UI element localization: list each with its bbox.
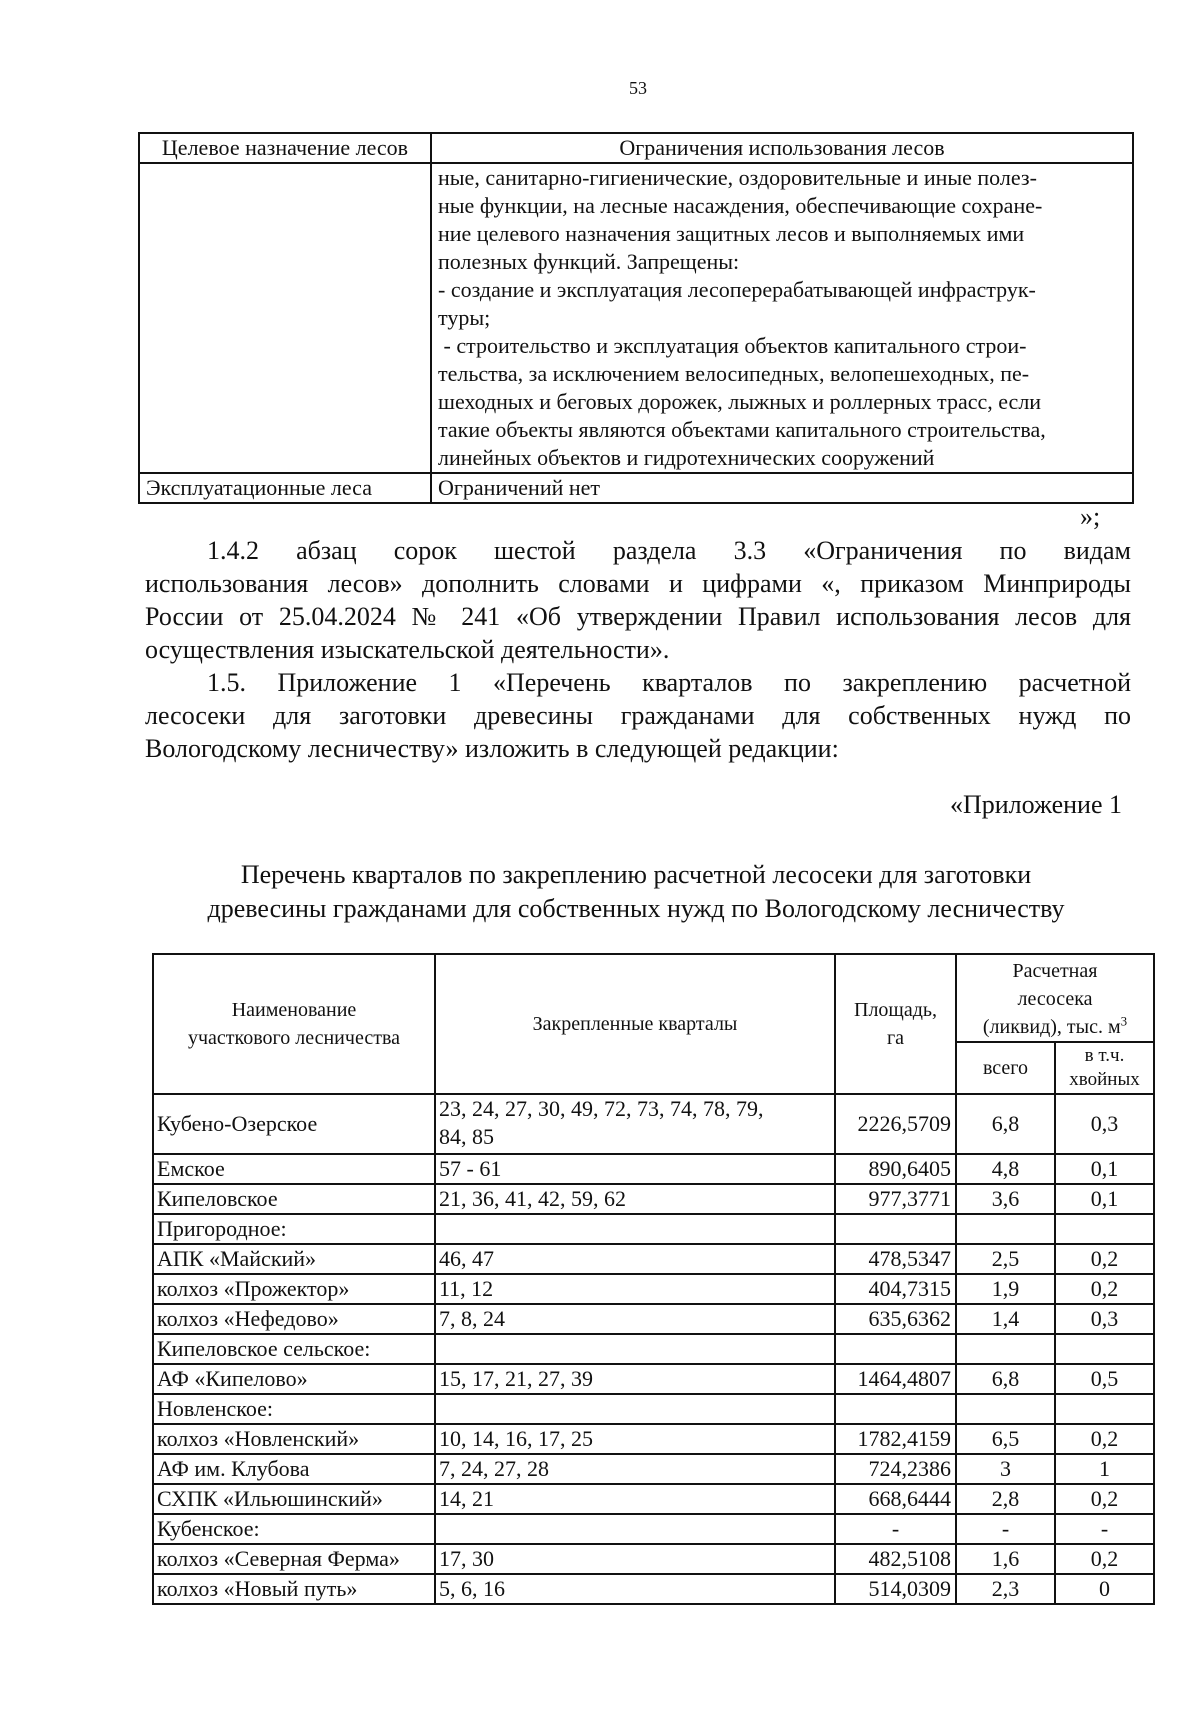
cell-district-name: Пригородное:	[153, 1214, 435, 1244]
header-text: Расчетная	[1012, 960, 1098, 982]
cell-total	[956, 1394, 1055, 1424]
header-text: Площадь,	[854, 999, 937, 1021]
title-line: древесины гражданами для собственных нужд по Вологодскому лесничеству	[207, 894, 1065, 923]
cell-district-name: Новленское:	[153, 1394, 435, 1424]
text-line: - создание и эксплуатация лесоперерабатывающей инфраструк-	[438, 277, 1036, 302]
forest-purpose-cell: Эксплуатационные леса	[139, 473, 431, 503]
closing-quote: »;	[1080, 502, 1101, 531]
cell-district-name: АФ им. Клубова	[153, 1454, 435, 1484]
cell-area: 977,3771	[835, 1184, 956, 1214]
cell-district-name: АФ «Кипелово»	[153, 1364, 435, 1394]
cell-total: 4,8	[956, 1154, 1055, 1184]
quarters-table	[152, 953, 1155, 1605]
cell-text: 84, 85	[439, 1124, 494, 1149]
text-line: 1.5. Приложение 1 «Перечень кварталов по закреплению расчетной	[207, 668, 1131, 697]
cell-quarters: 5, 6, 16	[435, 1574, 835, 1604]
page-number: 53	[629, 78, 647, 98]
cell-area: 514,0309	[835, 1574, 956, 1604]
cell-district-name: Кипеловское сельское:	[153, 1334, 435, 1364]
cell-district-name: Кубено-Озерское	[153, 1094, 435, 1154]
cell-coniferous: -	[1055, 1514, 1154, 1544]
cell-coniferous: 1	[1055, 1454, 1154, 1484]
cell-total: 1,6	[956, 1544, 1055, 1574]
text-line: лесосеки для заготовки древесины гражданами для собственных нужд по	[145, 701, 1131, 730]
cell-district-name: колхоз «Прожектор»	[153, 1274, 435, 1304]
header-district-name	[153, 954, 435, 1094]
cell-district-name: СХПК «Ильюшинский»	[153, 1484, 435, 1514]
cell-total: 3	[956, 1454, 1055, 1484]
cell-district-name: колхоз «Северная Ферма»	[153, 1544, 435, 1574]
cell-total: 6,5	[956, 1424, 1055, 1454]
cell-coniferous: 0,1	[1055, 1154, 1154, 1184]
cell-quarters: 7, 24, 27, 28	[435, 1454, 835, 1484]
header-restrictions: Ограничения использования лесов	[431, 133, 1133, 163]
text-line: России от 25.04.2024 № 241 «Об утверждении Правил использования лесов для	[145, 602, 1131, 631]
cell-total: 1,4	[956, 1304, 1055, 1334]
cell-coniferous	[1055, 1394, 1154, 1424]
paragraph-1-4-2	[145, 534, 1131, 666]
table-row	[153, 1214, 1154, 1244]
table-row	[153, 1364, 1154, 1394]
cell-area: 1782,4159	[835, 1424, 956, 1454]
cell-area: 2226,5709	[835, 1094, 956, 1154]
header-total: всего	[956, 1042, 1055, 1094]
table-row	[153, 1244, 1154, 1274]
table-row	[153, 1274, 1154, 1304]
table-row	[139, 473, 1133, 503]
cell-coniferous: 0,2	[1055, 1424, 1154, 1454]
cell-coniferous: 0,2	[1055, 1274, 1154, 1304]
cell-coniferous: 0,3	[1055, 1304, 1154, 1334]
text-line: шеходных и беговых дорожек, лыжных и роллерных трасс, если	[438, 389, 1042, 414]
cell-district-name: колхоз «Новленский»	[153, 1424, 435, 1454]
empty-cell	[139, 163, 431, 473]
cell-coniferous: 0,2	[1055, 1484, 1154, 1514]
cell-total	[956, 1334, 1055, 1364]
cell-total: 6,8	[956, 1094, 1055, 1154]
cell-area: 890,6405	[835, 1154, 956, 1184]
cell-total: 2,8	[956, 1484, 1055, 1514]
cell-area	[835, 1334, 956, 1364]
paragraph-1-5	[145, 666, 1131, 765]
title-line: Перечень кварталов по закреплению расчетной лесосеки для заготовки	[240, 860, 1032, 889]
cell-area	[835, 1394, 956, 1424]
table-row	[153, 1184, 1154, 1214]
table-header-row	[139, 133, 1133, 163]
cell-quarters: 15, 17, 21, 27, 39	[435, 1364, 835, 1394]
header-text	[959, 1013, 1151, 1041]
cell-district-name: Кубенское:	[153, 1514, 435, 1544]
cell-quarters: 57 - 61	[435, 1154, 835, 1184]
cell-quarters	[435, 1094, 835, 1154]
cell-quarters: 14, 21	[435, 1484, 835, 1514]
cell-area	[835, 1214, 956, 1244]
header-text: (ликвид), тыс. м	[982, 1016, 1121, 1038]
table-row	[153, 1424, 1154, 1454]
cell-quarters	[435, 1334, 835, 1364]
cell-coniferous: 0,3	[1055, 1094, 1154, 1154]
text-line: такие объекты являются объектами капитального строительства,	[438, 417, 1046, 442]
cell-district-name: Кипеловское	[153, 1184, 435, 1214]
header-forest-purpose: Целевое назначение лесов	[139, 133, 431, 163]
header-text: хвойных	[1069, 1069, 1140, 1090]
cell-coniferous: 0,1	[1055, 1184, 1154, 1214]
cell-quarters: 11, 12	[435, 1274, 835, 1304]
cell-total: 2,5	[956, 1244, 1055, 1274]
cell-district-name: колхоз «Новый путь»	[153, 1574, 435, 1604]
table-row	[153, 1154, 1154, 1184]
header-text: лесосека	[1017, 988, 1093, 1010]
cell-quarters: 10, 14, 16, 17, 25	[435, 1424, 835, 1454]
cell-coniferous	[1055, 1334, 1154, 1364]
cell-area: 724,2386	[835, 1454, 956, 1484]
text-line: туры;	[438, 305, 491, 330]
text-line: Вологодскому лесничеству» изложить в следующей редакции:	[145, 734, 839, 763]
header-text: в т.ч.	[1084, 1045, 1125, 1066]
cell-coniferous: 0,5	[1055, 1364, 1154, 1394]
cell-area: 668,6444	[835, 1484, 956, 1514]
document-title	[138, 858, 1134, 926]
header-allowable-cut	[956, 954, 1154, 1042]
cell-quarters	[435, 1394, 835, 1424]
cell-total: -	[956, 1514, 1055, 1544]
text-line: ние целевого назначения защитных лесов и выполняемых ими	[438, 221, 1025, 246]
cell-coniferous: 0	[1055, 1574, 1154, 1604]
table-row	[139, 163, 1133, 473]
cell-district-name: АПК «Майский»	[153, 1244, 435, 1274]
cell-area: -	[835, 1514, 956, 1544]
cell-total: 3,6	[956, 1184, 1055, 1214]
cell-area: 404,7315	[835, 1274, 956, 1304]
table-row	[153, 1454, 1154, 1484]
cell-total: 1,9	[956, 1274, 1055, 1304]
text-line: линейных объектов и гидротехнических сооружений	[438, 445, 935, 470]
cell-coniferous	[1055, 1214, 1154, 1244]
text-line: полезных функций. Запрещены:	[438, 249, 740, 274]
header-text: га	[886, 1027, 905, 1049]
table-row	[153, 1544, 1154, 1574]
forest-restrictions-table	[138, 132, 1134, 504]
cell-quarters: 21, 36, 41, 42, 59, 62	[435, 1184, 835, 1214]
text-line: тельства, за исключением велосипедных, велопешеходных, пе-	[438, 361, 1030, 386]
text-line: использования лесов» дополнить словами и цифрами «, приказом Минприроды	[145, 569, 1131, 598]
text-line: ные функции, на лесные насаждения, обеспечивающие сохране-	[438, 193, 1043, 218]
cell-district-name: колхоз «Нефедово»	[153, 1304, 435, 1334]
cell-district-name: Емское	[153, 1154, 435, 1184]
table-header-row	[153, 954, 1154, 1042]
text-line: осуществления изыскательской деятельности».	[145, 635, 670, 664]
table-row	[153, 1334, 1154, 1364]
cell-total: 6,8	[956, 1364, 1055, 1394]
cell-total: 2,3	[956, 1574, 1055, 1604]
restrictions-text	[431, 163, 1133, 473]
table-row	[153, 1094, 1154, 1154]
header-text: Наименование	[231, 999, 357, 1021]
table-row	[153, 1484, 1154, 1514]
cell-text: 23, 24, 27, 30, 49, 72, 73, 74, 78, 79,	[439, 1096, 764, 1121]
restrictions-cell: Ограничений нет	[431, 473, 1133, 503]
superscript: 3	[1120, 1013, 1128, 1029]
cell-area: 635,6362	[835, 1304, 956, 1334]
cell-coniferous: 0,2	[1055, 1544, 1154, 1574]
cell-area: 478,5347	[835, 1244, 956, 1274]
cell-quarters: 7, 8, 24	[435, 1304, 835, 1334]
header-coniferous	[1055, 1042, 1154, 1094]
table-row	[153, 1394, 1154, 1424]
table-row	[153, 1514, 1154, 1544]
cell-quarters: 17, 30	[435, 1544, 835, 1574]
appendix-label: «Приложение 1	[949, 790, 1122, 819]
header-text: участкового лесничества	[187, 1027, 400, 1049]
header-quarters: Закрепленные кварталы	[435, 954, 835, 1094]
cell-quarters	[435, 1214, 835, 1244]
text-line: - строительство и эксплуатация объектов капитального строи-	[438, 333, 1027, 358]
cell-quarters: 46, 47	[435, 1244, 835, 1274]
cell-quarters	[435, 1514, 835, 1544]
cell-area: 1464,4807	[835, 1364, 956, 1394]
table-row	[153, 1574, 1154, 1604]
text-line: ные, санитарно-гигиенические, оздоровительные и иные полез-	[438, 165, 1037, 190]
table-row	[153, 1304, 1154, 1334]
text-line: 1.4.2 абзац сорок шестой раздела 3.3 «Ограничения по видам	[207, 536, 1131, 565]
cell-total	[956, 1214, 1055, 1244]
cell-area: 482,5108	[835, 1544, 956, 1574]
cell-coniferous: 0,2	[1055, 1244, 1154, 1274]
header-area	[835, 954, 956, 1094]
